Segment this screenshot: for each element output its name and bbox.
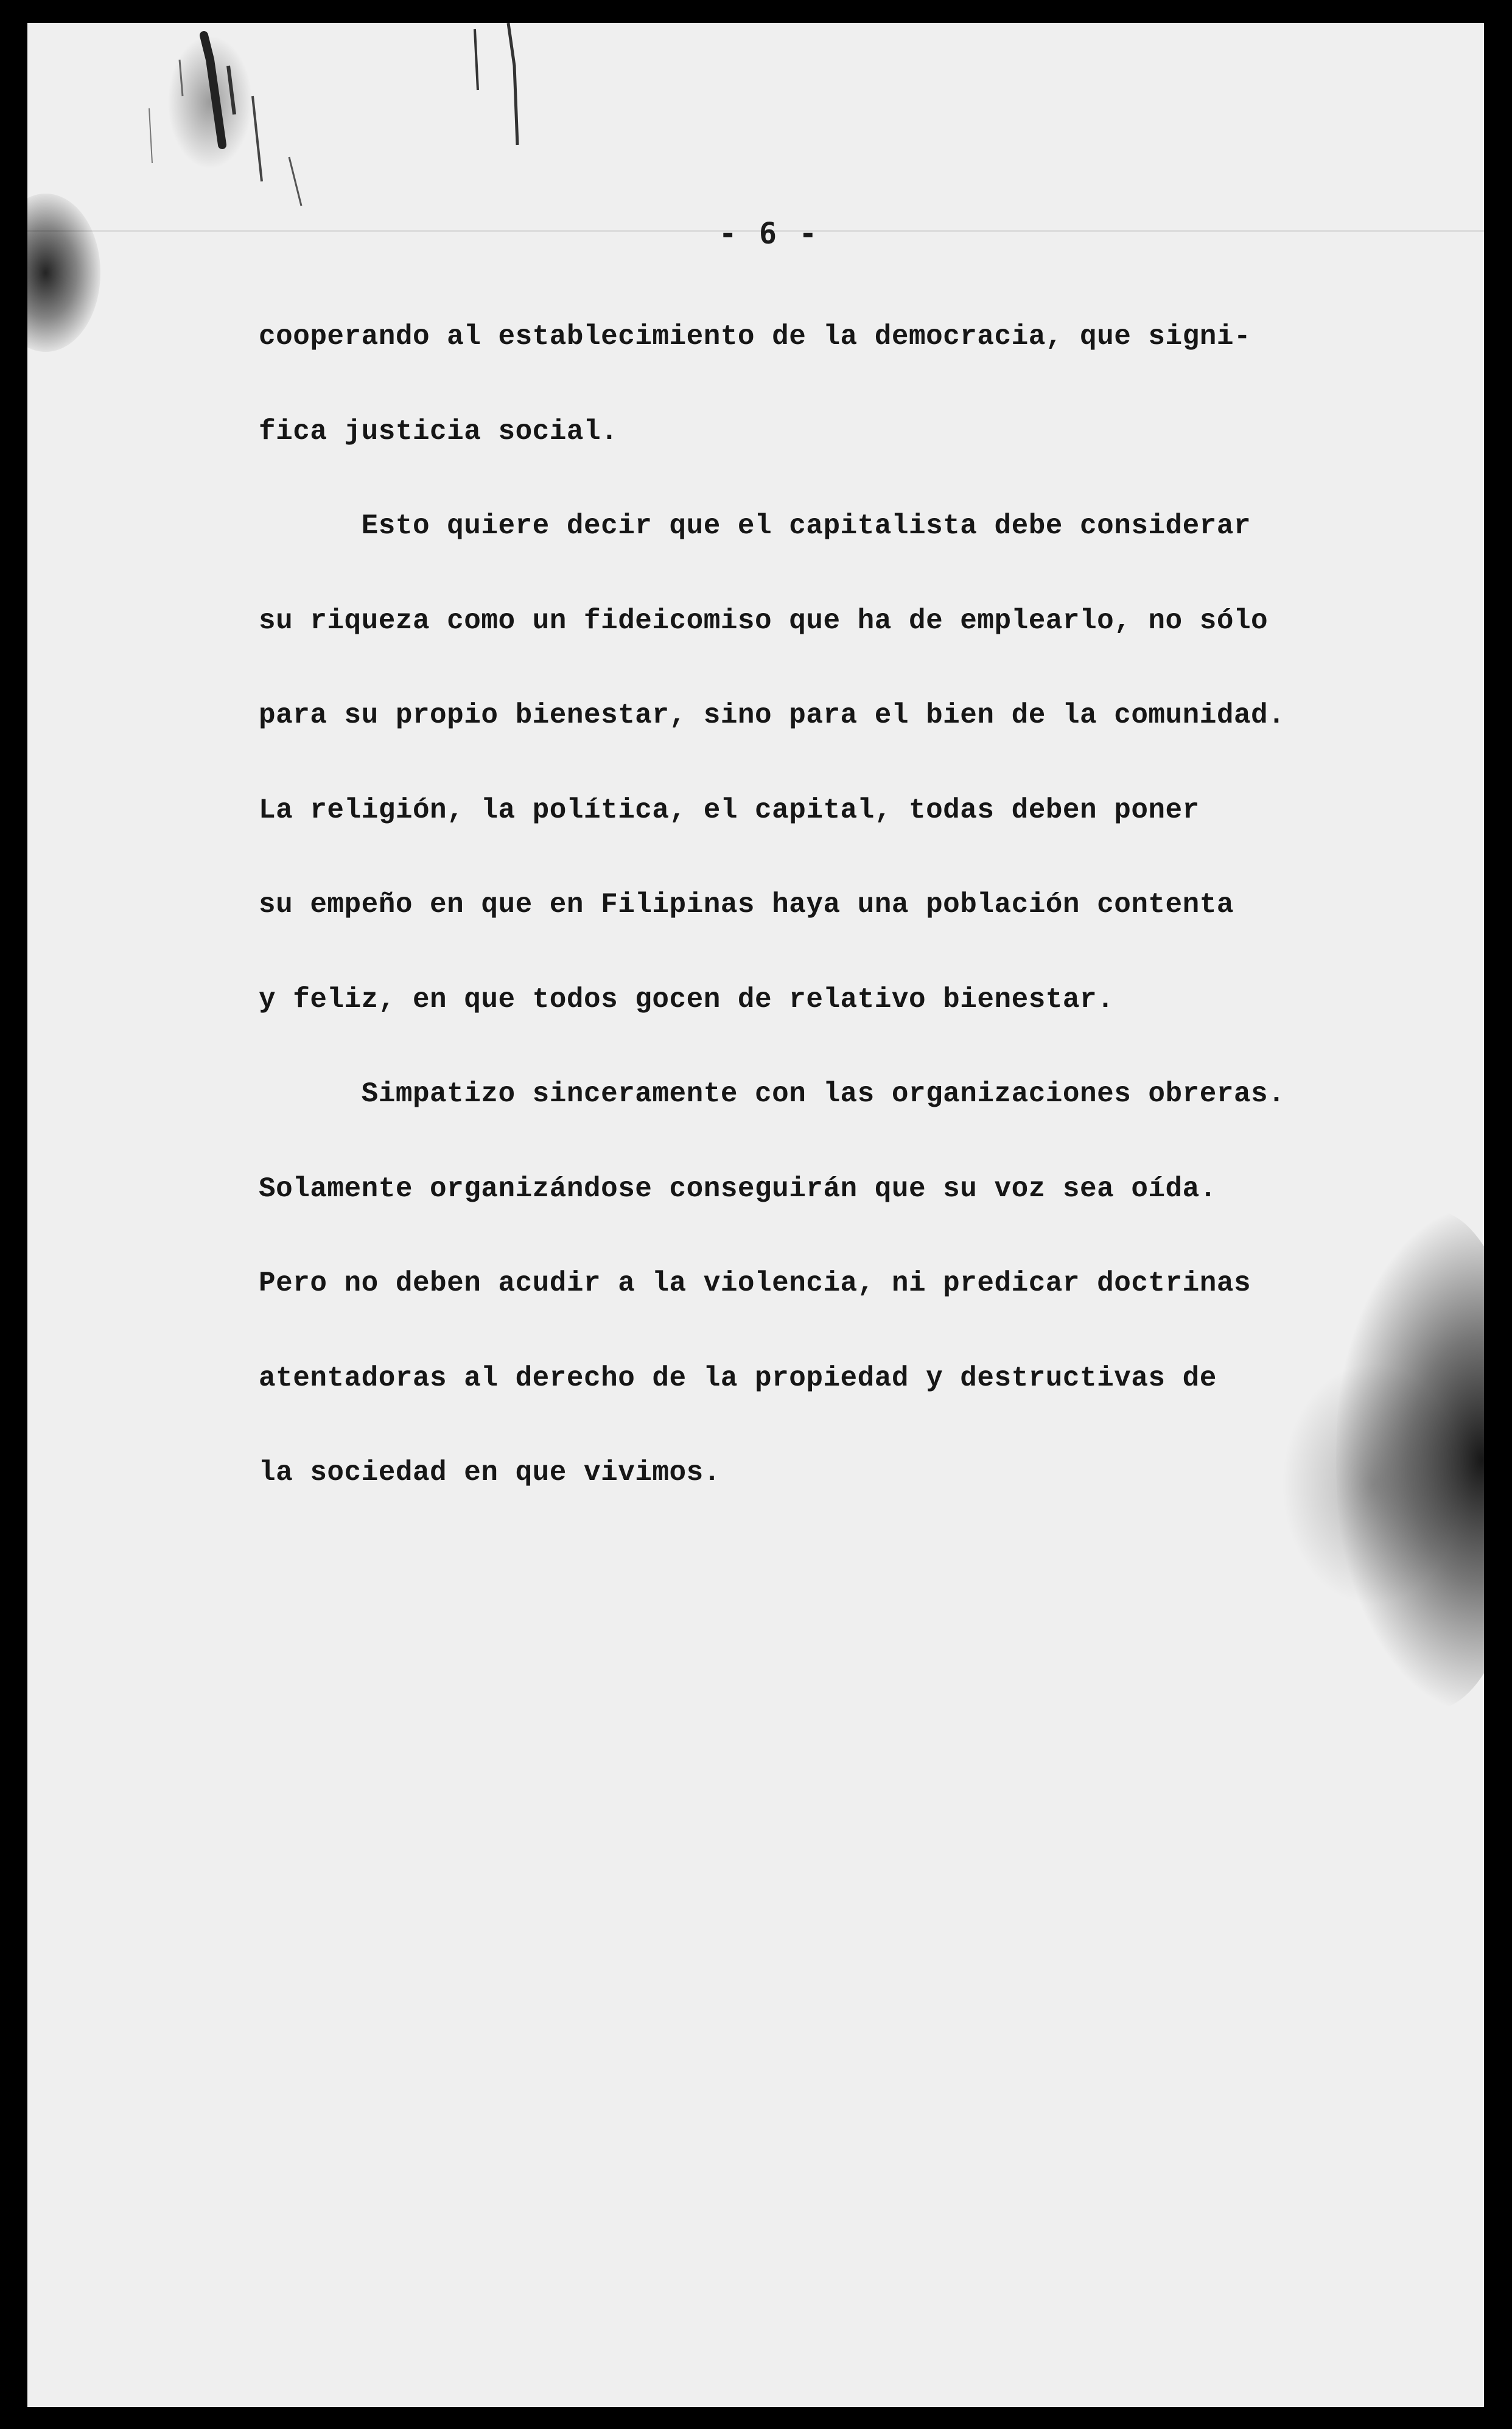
text-line: fica justicia social. bbox=[259, 415, 618, 447]
text-line: La religión, la política, el capital, todas deben poner bbox=[259, 794, 1200, 826]
text-line: su riqueza como un fideicomiso que ha de emplearlo, no sólo bbox=[259, 605, 1269, 637]
text-line: y feliz, en que todos gocen de relativo bienestar. bbox=[259, 983, 1115, 1015]
text-line: Simpatizo sinceramente con las organizaciones obreras. bbox=[259, 1078, 1286, 1110]
text-line: su empeño en que en Filipinas haya una población contenta bbox=[259, 889, 1234, 920]
text-line: Pero no deben acudir a la violencia, ni predicar doctrinas bbox=[259, 1267, 1251, 1299]
page-number: - 6 - bbox=[719, 217, 819, 251]
text-line: para su propio bienestar, sino para el bien de la comunidad. bbox=[259, 699, 1286, 731]
body-text bbox=[259, 306, 1446, 1537]
text-line: la sociedad en que vivimos. bbox=[259, 1457, 721, 1488]
ink-smudge-top bbox=[167, 35, 253, 169]
text-line: Solamente organizándose conseguirán que su voz sea oída. bbox=[259, 1172, 1217, 1205]
text-line: Esto quiere decir que el capitalista debe considerar bbox=[259, 510, 1251, 542]
text-line: atentadoras al derecho de la propiedad y destructivas de bbox=[259, 1362, 1217, 1394]
typewritten-page bbox=[27, 23, 1484, 2407]
text-line: cooperando al establecimiento de la democracia, que signi- bbox=[259, 321, 1251, 352]
